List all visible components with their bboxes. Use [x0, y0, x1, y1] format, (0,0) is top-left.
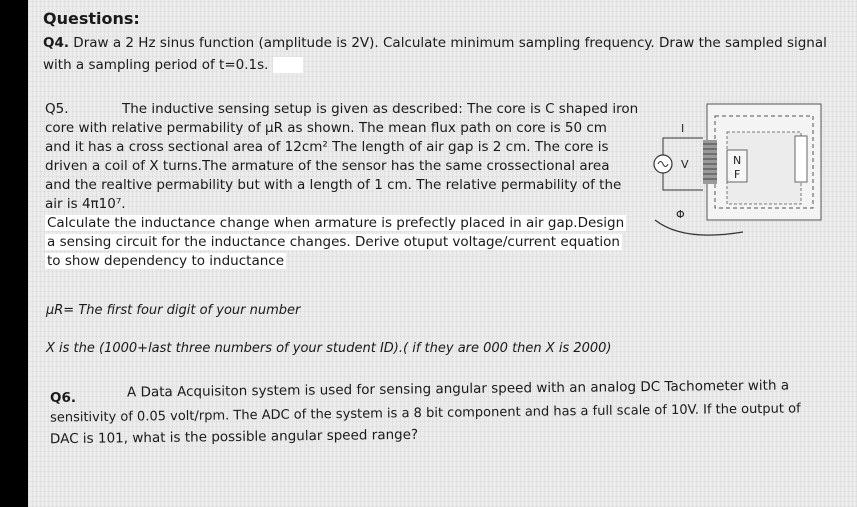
q6-text-2: sensitivity of 0.05 volt/rpm. The ADC of the system is a 8 bit component and has a full scale of 10V. If the output of	[49, 401, 801, 426]
q5-text-5: and the realtive permability but with a length of 1 cm. The relative permability of the	[45, 177, 622, 193]
question-sheet	[28, 0, 857, 507]
q4-text-2: with a sampling period of t=0.1s.	[43, 57, 269, 73]
redaction-box	[273, 57, 303, 73]
air-gap	[795, 136, 807, 182]
q5-text-1: The inductive sensing setup is given as described: The core is C shaped iron	[122, 101, 639, 117]
current-label: I	[681, 122, 685, 135]
q4-line-1	[43, 34, 827, 53]
q4-label: Q4.	[43, 35, 69, 51]
q5-text-3: and it has a cross sectional area of 12cm² The length of air gap is 2 cm. The core is	[45, 139, 609, 155]
q5-text-8: a sensing circuit for the inductance changes. Derive otuput voltage/current equation	[47, 234, 620, 250]
q5-text-2: core with relative permability of μR as shown. The mean flux path on core is 50 cm	[45, 120, 607, 136]
coil-winding	[703, 140, 717, 184]
page-heading: Questions:	[43, 9, 140, 28]
wire-bottom	[663, 173, 703, 190]
q5-label: Q5.	[45, 101, 69, 117]
q5-note-mu: μR= The first four digit of your number	[46, 303, 301, 318]
inductive-sensor-diagram	[623, 92, 833, 242]
q4-text-1: Draw a 2 Hz sinus function (amplitude is 2V). Calculate minimum sampling frequency. Draw the sampled signal	[73, 35, 827, 51]
lead-wire	[655, 220, 743, 235]
q5-text-4: driven a coil of X turns.The armature of the sensor has the same crossectional area	[45, 158, 610, 174]
q6-text-1: A Data Acquisiton system is used for sensing angular speed with an analog DC Tachometer with a	[126, 377, 790, 401]
voltage-label: V	[681, 158, 689, 171]
q6-label: Q6.	[50, 390, 76, 406]
pole-f-label: F	[734, 168, 741, 181]
q6-text-3: DAC is 101, what is the possible angular speed range?	[49, 426, 419, 448]
q5-text-7: Calculate the inductance change when armature is prefectly placed in air gap.Design	[47, 215, 625, 231]
q4-line-2	[43, 56, 303, 75]
q5-text-6: air is 4π10⁷.	[45, 196, 126, 212]
q5-note-x: X is the (1000+last three numbers of your student ID).( if they are 000 then X is 2000)	[46, 341, 612, 356]
wire-top	[663, 138, 703, 155]
q5-text-9: to show dependency to inductance	[47, 253, 285, 269]
flux-label: Φ	[676, 208, 685, 221]
pole-n-label: N	[733, 154, 742, 167]
